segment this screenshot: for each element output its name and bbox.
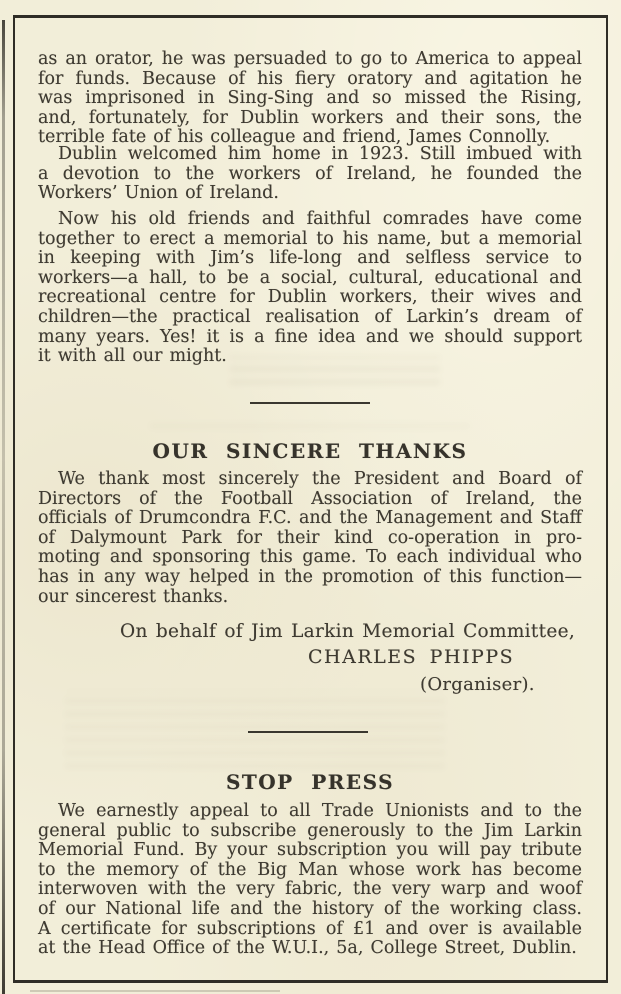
text-line: recreational centre for Dublin workers, their wives and bbox=[38, 287, 582, 308]
text-line: Memorial Fund. By your subscription you will pay tribute bbox=[38, 840, 582, 861]
section-divider-rule bbox=[250, 402, 370, 404]
signature-role: (Organiser). bbox=[420, 674, 535, 695]
text-line: for funds. Because of his fiery oratory and agitation he bbox=[38, 68, 582, 89]
text-line: general public to subscribe generously to the Jim Larkin bbox=[38, 820, 582, 841]
paragraph-orator-america bbox=[38, 50, 582, 148]
text-line: A certificate for subscriptions of £1 and over is available bbox=[38, 918, 582, 939]
text-line: in keeping with Jim’s life-long and selfless service to bbox=[38, 248, 582, 269]
scan-edge-artifact bbox=[2, 20, 5, 994]
text-line: workers—a hall, to be a social, cultural, educational and bbox=[38, 267, 582, 288]
text-line: Directors of the Football Association of Ireland, the bbox=[38, 488, 582, 509]
text-line: was imprisoned in Sing-Sing and so missed the Rising, bbox=[38, 88, 582, 109]
ink-showthrough-smudge bbox=[65, 690, 445, 776]
thanks-section-heading: OUR SINCERE THANKS bbox=[152, 439, 468, 463]
text-line: Dublin welcomed him home in 1923. Still imbued with bbox=[58, 144, 582, 164]
text-line: children—the practical realisation of Larkin’s dream of bbox=[38, 306, 582, 327]
stop-press-paragraph bbox=[38, 802, 582, 959]
text-line: to the memory of the Big Man whose work has become bbox=[38, 859, 582, 880]
text-line: as an orator, he was persuaded to go to America to appeal bbox=[38, 49, 582, 69]
text-line: terrible fate of his colleague and friend, James Connolly. bbox=[38, 127, 551, 148]
paragraph-memorial-appeal bbox=[38, 210, 582, 367]
stop-press-heading: STOP PRESS bbox=[225, 770, 395, 794]
text-line: at the Head Office of the W.U.I., 5a, College Street, Dublin. bbox=[38, 938, 577, 959]
scan-shadow-line bbox=[30, 990, 280, 992]
text-line: Workers’ Union of Ireland. bbox=[38, 183, 279, 204]
text-line: it with all our might. bbox=[38, 346, 227, 367]
text-line: many years. Yes! it is a fine idea and we should support bbox=[38, 326, 582, 347]
signature-name: CHARLES PHIPPS bbox=[308, 646, 515, 668]
text-line: interwoven with the very fabric, the very warp and woof bbox=[38, 879, 582, 900]
text-line: moting and sponsoring this game. To each individual who bbox=[38, 547, 582, 568]
text-line: of our National life and the history of the working class. bbox=[38, 898, 582, 919]
text-line: officials of Drumcondra F.C. and the Management and Staff bbox=[38, 508, 582, 529]
text-line: has in any way helped in the promotion of this function— bbox=[38, 566, 582, 587]
text-line: of Dalymount Park for their kind co-operation in pro- bbox=[38, 527, 582, 548]
text-line: a devotion to the workers of Ireland, he founded the bbox=[38, 163, 582, 184]
signature-on-behalf-line: On behalf of Jim Larkin Memorial Committee, bbox=[120, 621, 576, 642]
text-line: We earnestly appeal to all Trade Unionists and to the bbox=[58, 801, 582, 821]
text-line: We thank most sincerely the President and Board of bbox=[58, 469, 582, 489]
thanks-paragraph bbox=[38, 470, 582, 607]
paragraph-homecoming-1923 bbox=[38, 145, 582, 204]
ink-showthrough-smudge bbox=[150, 420, 470, 436]
section-divider-rule bbox=[248, 731, 368, 733]
text-line: Now his old friends and faithful comrades have come bbox=[58, 209, 582, 229]
text-line: our sincerest thanks. bbox=[38, 586, 229, 607]
text-line: and, fortunately, for Dublin workers and their sons, the bbox=[38, 107, 582, 128]
text-line: together to erect a memorial to his name, but a memorial bbox=[38, 228, 582, 249]
